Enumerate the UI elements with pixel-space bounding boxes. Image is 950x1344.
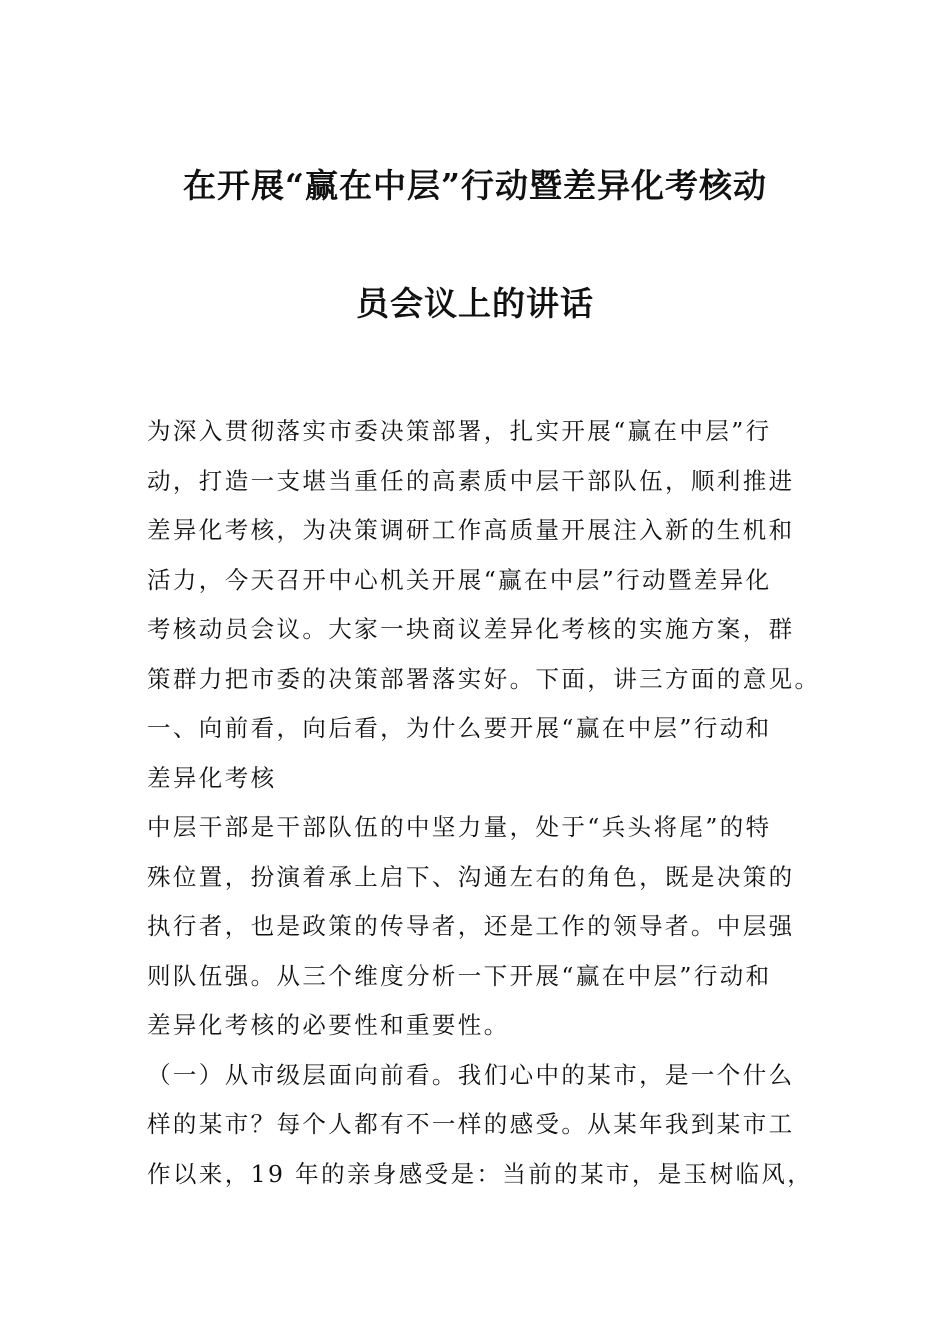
body-line: 中层干部是干部队伍的中坚力量，处于“兵头将尾”的特 [147, 813, 772, 841]
document-title-line-2: 员会议上的讲话 [356, 284, 594, 323]
body-line: 活力，今天召开中心机关开展“赢在中层”行动暨差异化 [147, 565, 772, 594]
section-heading-line: 差异化考核 [147, 763, 277, 792]
document-body [147, 413, 821, 1205]
body-line: 则队伍强。从三个维度分析一下开展“赢在中层”行动和 [147, 961, 772, 990]
body-line: 殊位置，扮演着承上启下、沟通左右的角色，既是决策的 [147, 862, 795, 891]
body-line: 样的某市？每个人都有不一样的感受。从某年我到某市工 [147, 1110, 795, 1138]
section-heading-line: 一、向前看，向后看，为什么要开展“赢在中层”行动和 [147, 714, 772, 742]
body-line: 作以来，19 年的亲身感受是：当前的某市，是玉树临风， [147, 1159, 814, 1188]
body-line: 为深入贯彻落实市委决策部署，扎实开展“赢在中层”行 [147, 417, 772, 445]
body-line: 差异化考核，为决策调研工作高质量开展注入新的生机和 [147, 516, 795, 544]
document-title-line-1: 在开展“赢在中层”行动暨差异化考核动 [183, 166, 767, 205]
body-line: 考核动员会议。大家一块商议差异化考核的实施方案，群 [147, 615, 795, 643]
body-line: 执行者，也是政策的传导者，还是工作的领导者。中层强 [147, 912, 795, 940]
body-line: 动，打造一支堪当重任的高素质中层干部队伍，顺利推进 [147, 466, 795, 495]
body-line: 差异化考核的必要性和重要性。 [147, 1011, 510, 1039]
subsection-line: （一）从市级层面向前看。我们心中的某市，是一个什么 [147, 1060, 795, 1089]
body-line: 策群力把市委的决策部署落实好。下面，讲三方面的意见。 [147, 664, 821, 693]
